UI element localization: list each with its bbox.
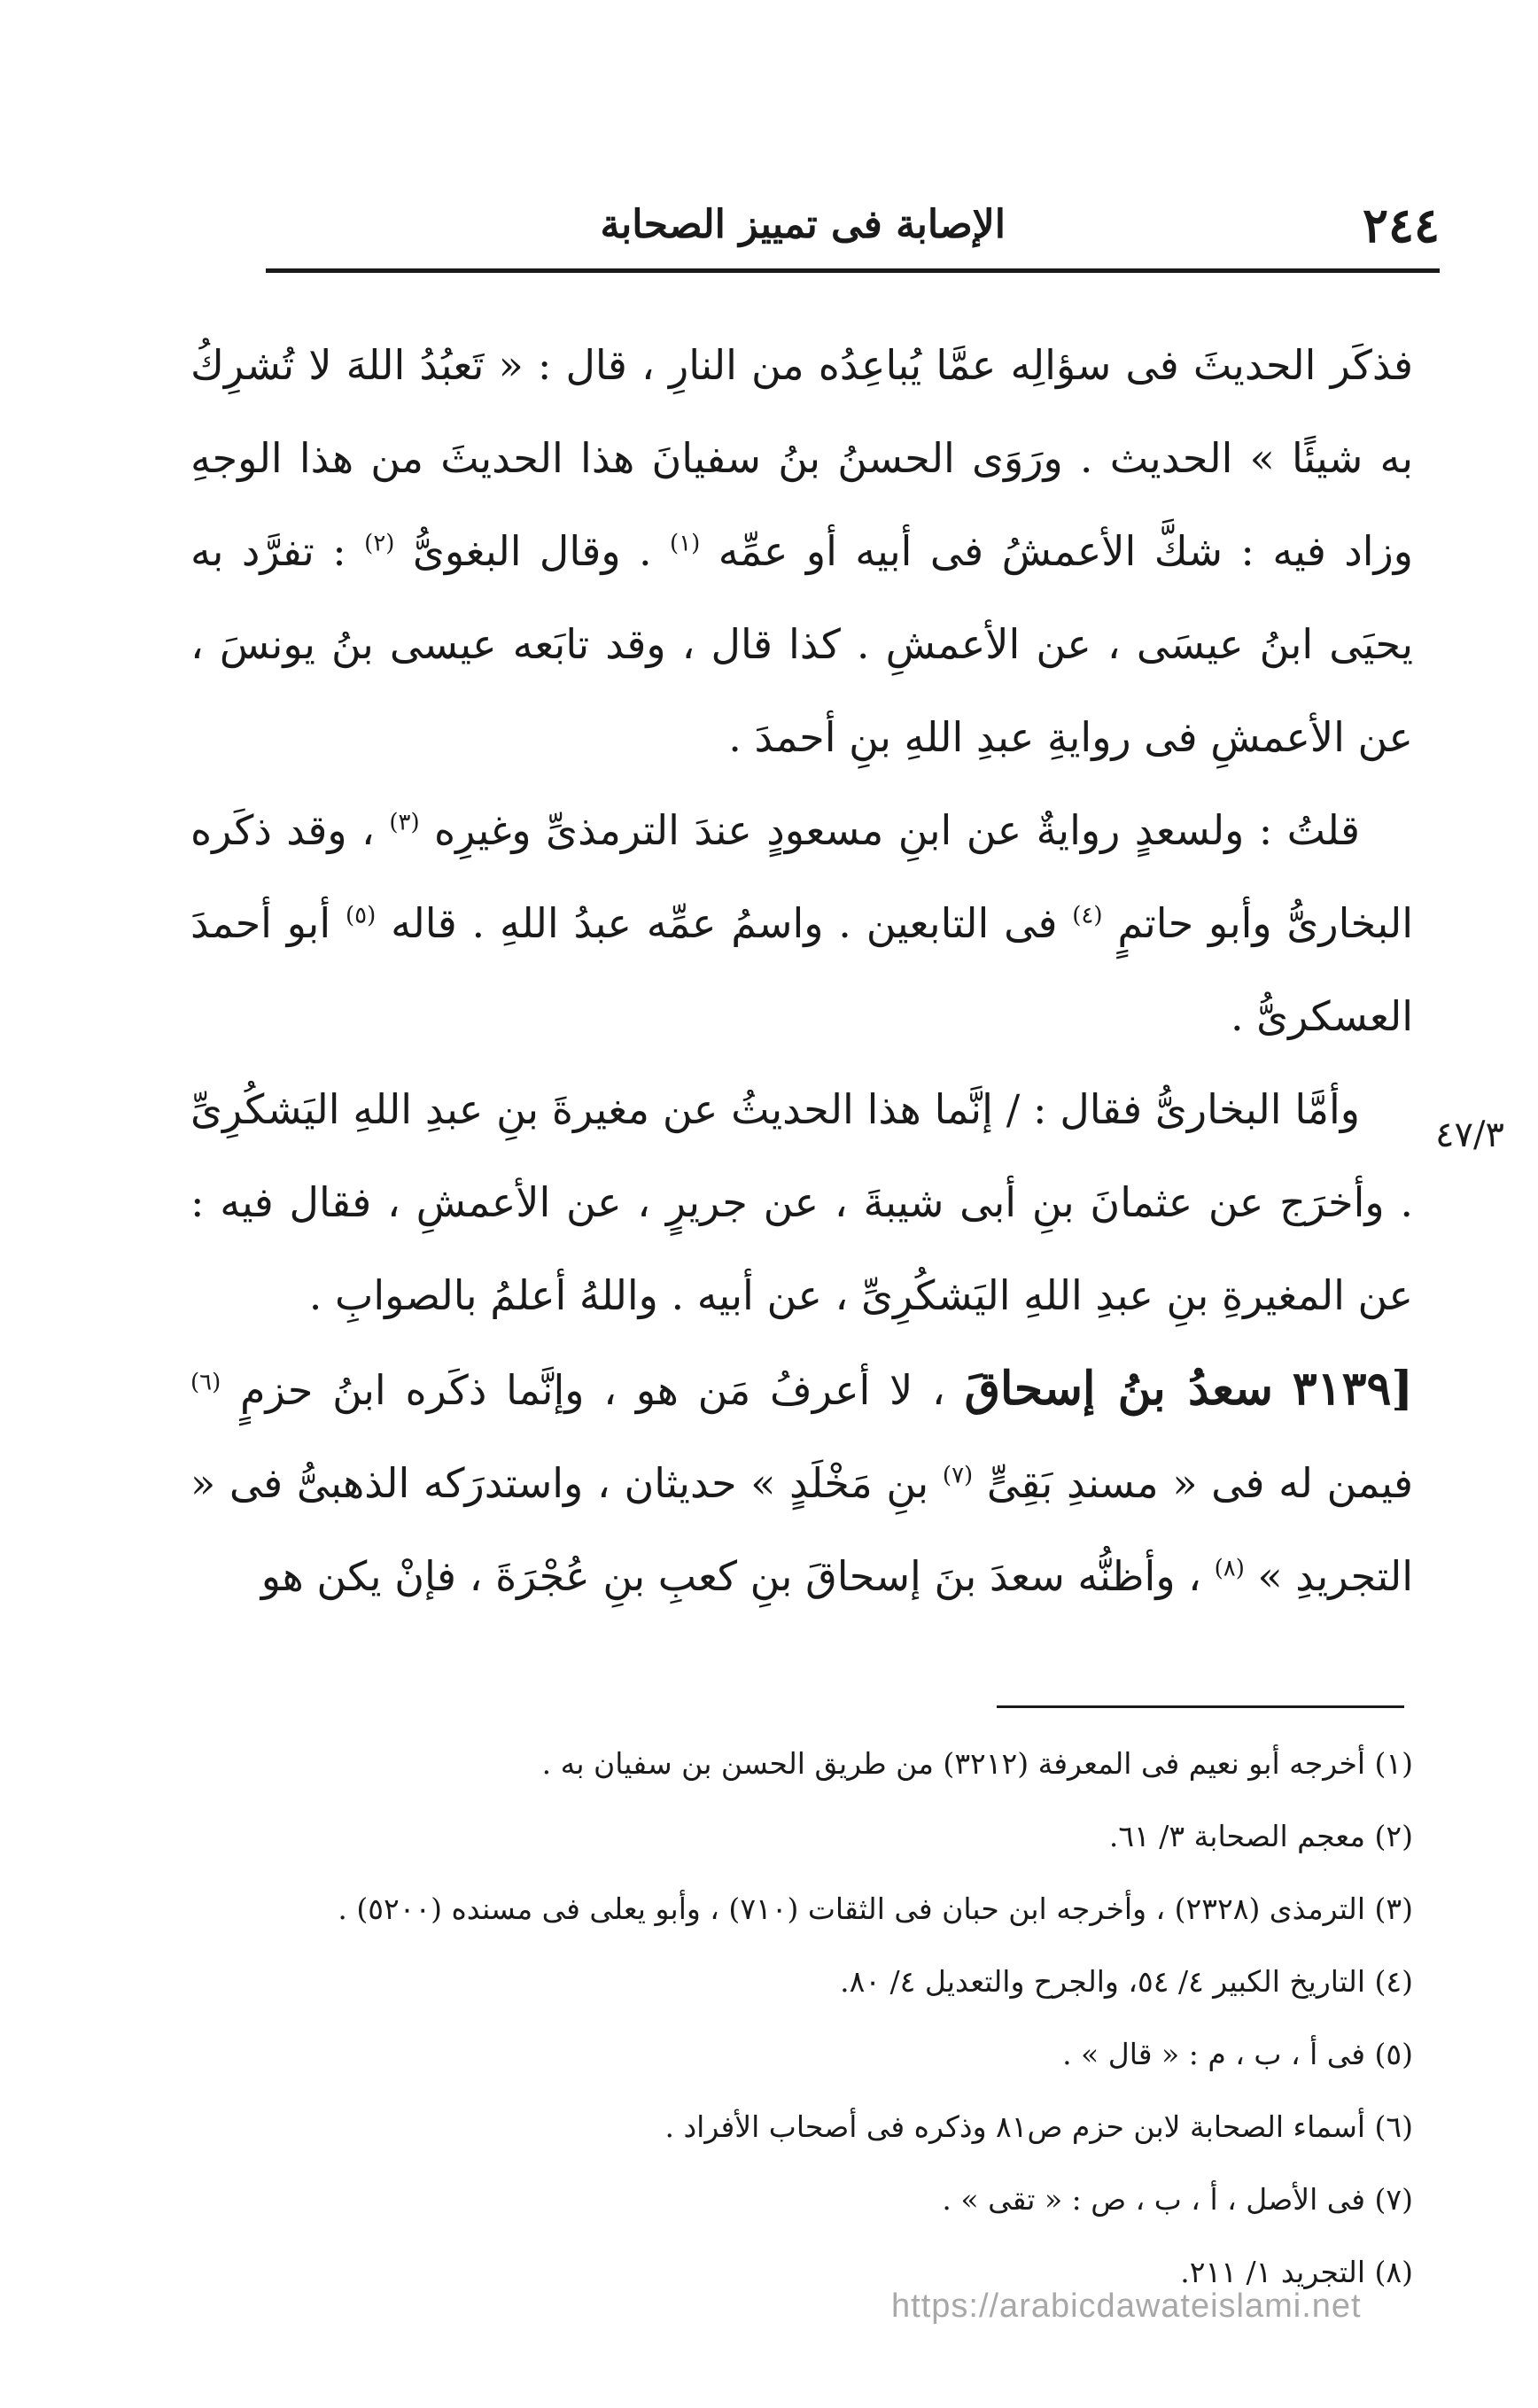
footnote-ref: (١)	[670, 530, 701, 557]
header-rule	[266, 268, 1440, 273]
paragraph-text: ، وقد ذكَره البخارىُّ وأبو حاتمٍ	[190, 806, 1414, 947]
paragraph-text: ، لا أعرفُ مَن هو ، وإنَّما ذكَره ابنُ حزمٍ	[240, 1366, 945, 1414]
footnote: (٣) الترمذى (٢٣٢٨) ، وأخرجه ابن حبان فى الثقات (٧١٠) ، وأبو يعلى فى مسنده (٥٢٠٠) .	[338, 1891, 1413, 1926]
footnote: (١) أخرجه أبو نعيم فى المعرفة (٣٢١٢) من طريق الحسن بن سفيان به .	[541, 1746, 1413, 1781]
paragraph-text: قلتُ : ولسعدٍ روايةٌ عن ابنِ مسعودٍ عندَ الترمذىِّ وغيرِه	[434, 806, 1361, 854]
paragraph-text: فيمن له فى « مسندِ بَقِىٍّ	[986, 1459, 1414, 1507]
watermark-url: https://arabicdawateislami.net	[891, 2288, 1362, 2325]
footnote: (٢) معجم الصحابة ٣/ ٦١.	[1108, 1819, 1413, 1853]
paragraph-1	[190, 319, 1413, 784]
footnote: (٥) فى أ ، ب ، م : « قال » .	[1062, 2037, 1413, 2071]
footnote: (٧) فى الأصل ، أ ، ب ، ص : « تقى » .	[942, 2182, 1413, 2217]
paragraph-4-entry	[190, 1342, 1413, 1623]
footnote-ref: (٢)	[364, 530, 395, 557]
page-header	[266, 197, 1440, 259]
footnote-ref: (٣)	[389, 809, 420, 836]
page-number: ٢٤٤	[1362, 197, 1440, 253]
footnotes	[190, 1728, 1413, 2309]
paragraph-2	[190, 784, 1413, 1063]
footnote-ref: (٨)	[1214, 1555, 1245, 1582]
paragraph-text: : تفرَّد به يحيَى ابنُ عيسَى ، عن الأعمشِ . كذا قال ، وقد تابَعه عيسى بنُ يونسَ ، عن الأعمشِ فى روايةِ عبدِ اللهِ بنِ أحمدَ .	[190, 527, 1413, 761]
paragraph-text: أبو أحمدَ العسكرىُّ .	[190, 899, 1413, 1040]
entry-number: [٣١٣٩	[1292, 1362, 1414, 1416]
book-title: الإصابة فى تمييز الصحابة	[600, 202, 1006, 247]
paragraph-text: ، وأظنُّه سعدَ بنَ إسحاقَ بنِ كعبِ بنِ عُجْرَةَ ، فإنْ يكن هو	[260, 1552, 1201, 1600]
footnote-ref: (٧)	[942, 1462, 974, 1489]
paragraph-3: وأمَّا البخارىُّ فقال : / إنَّما هذا الحديثُ عن مغيرةَ بنِ عبدِ اللهِ اليَشكُرِىِّ . وأخرَج عن عثمانَ بنِ أبى شيبةَ ، عن جريرٍ ، عن الأعمشِ ، فقال فيه : عن المغيرةِ بنِ عبدِ اللهِ اليَشكُرِىِّ ، عن أبيه . واللهُ أعلمُ بالصوابِ .	[190, 1085, 1413, 1319]
footnote-separator	[997, 1705, 1404, 1708]
margin-volume-reference: ٤٧/٣	[1435, 1115, 1504, 1155]
paragraph-text: فى التابعين . واسمُ عمِّه عبدُ اللهِ . قاله	[391, 899, 1058, 947]
footnote: (٤) التاريخ الكبير ٤/ ٥٤، والجرح والتعديل ٤/ ٨٠.	[840, 1964, 1413, 1999]
entry-name: سعدُ بنُ إسحاقَ	[964, 1362, 1273, 1416]
footnote: (٦) أسماء الصحابة لابن حزم ص٨١ وذكره فى أصحاب الأفراد .	[664, 2109, 1413, 2144]
footnote-ref: (٦)	[190, 1369, 221, 1396]
footnote-ref: (٥)	[345, 902, 377, 929]
footnote-ref: (٤)	[1072, 902, 1103, 929]
footnote: (٨) التجريد ١/ ٢١١.	[1180, 2255, 1413, 2289]
main-text	[190, 319, 1413, 1623]
paragraph-text: فذكَر الحديثَ فى سؤالِه عمَّا يُباعِدُه من النارِ ، قال : « تَعبُدُ اللهَ لا تُشرِكُ به شيئًا » الحديث . ورَوَى الحسنُ بنُ سفيانَ هذا الحديثَ من هذا الوجهِ وزاد فيه : شكَّ الأعمشُ فى أبيه أو عمِّه	[190, 341, 1413, 575]
paragraph-text: بنِ مَخْلَدٍ » حديثان ، واستدرَكه الذهبىُّ فى « التجريدِ »	[190, 1459, 1413, 1600]
paragraph-text: . وقال البغوىُّ	[412, 527, 652, 575]
